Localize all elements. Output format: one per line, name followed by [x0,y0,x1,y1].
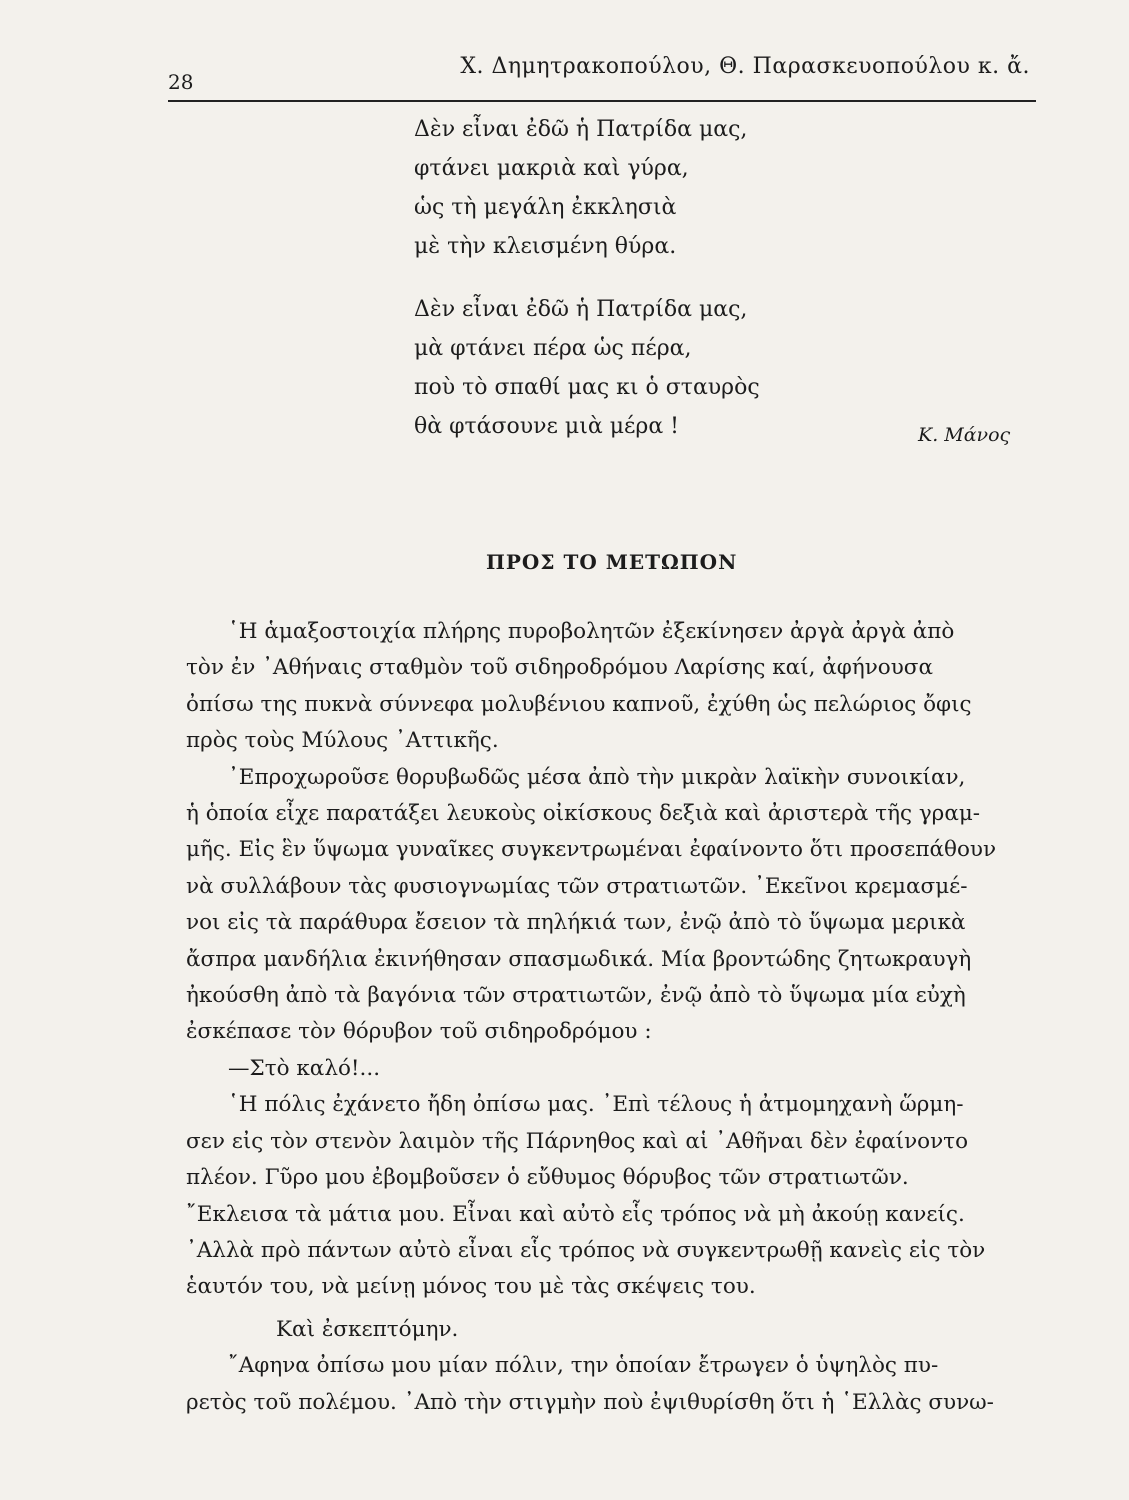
prose-line: ῾Η πόλις ἐχάνετο ἤδη ὀπίσω μας. ᾿Επὶ τέλους ἡ ἀτμομηχανὴ ὥρμη- [228,1092,964,1118]
prose-line: νὰ συλλάβουν τὰς φυσιογνωμίας τῶν στρατιωτῶν. ᾿Εκεῖνοι κρεμασμέ- [186,873,968,899]
poem-author: Κ. Μάνος [918,424,1011,446]
prose-line: Καὶ ἐσκεπτόμην. [276,1316,459,1342]
prose-line: ἐσκέπασε τὸν θόρυβον τοῦ σιδηροδρόμου : [186,1019,652,1045]
poem-line: Δὲν εἶναι ἐδῶ ἡ Πατρίδα μας, [414,117,748,142]
prose-line: πρὸς τοὺς Μύλους ᾿Αττικῆς. [186,728,499,754]
prose-line: τὸν ἐν ᾿Αθήναις σταθμὸν τοῦ σιδηροδρόμου Λαρίσης καί, ἀφήνουσα [186,655,933,681]
poem-stanza-2 [414,290,760,446]
prose-line: ῎Αφηνα ὀπίσω μου μίαν πόλιν, την ὁποίαν ἔτρωγεν ὁ ὑψηλὸς πυ- [228,1353,939,1379]
prose-line: ᾿Αλλὰ πρὸ πάντων αὐτὸ εἶναι εἷς τρόπος νὰ συγκεντρωθῇ κανεὶς εἰς τὸν [186,1237,986,1263]
page-number: 28 [168,70,194,94]
page-header [168,48,1036,102]
prose-line: μῆς. Εἰς ἓν ὕψωμα γυναῖκες συγκεντρωμέναι ἐφαίνοντο ὅτι προσεπάθουν [186,837,997,863]
prose-body [186,614,1070,1421]
running-head: Χ. Δημητρακοπούλου, Θ. Παρασκευοπούλου κ. ἄ. [460,54,1030,79]
poem-line: ποὺ τὸ σπαθί μας κι ὁ σταυρὸς [414,375,760,400]
prose-line: ῾Η ἁμαξοστοιχία πλήρης πυροβολητῶν ἐξεκίνησεν ἀργὰ ἀργὰ ἀπὸ [228,619,955,644]
poem-line: θὰ φτάσουνε μιὰ μέρα ! [414,414,680,439]
prose-line: ᾿Επροχωροῦσε θορυβωδῶς μέσα ἀπὸ τὴν μικρὰν λαϊκὴν συνοικίαν, [228,764,966,790]
section-title: ΠΡΟΣ ΤΟ ΜΕΤΩΠΟΝ [486,550,738,574]
prose-line: ὀπίσω της πυκνὰ σύννεφα μολυβένιου καπνοῦ, ἐχύθη ὡς πελώριος ὄφις [186,691,972,717]
prose-line: ἡ ὁποία εἶχε παρατάξει λευκοὺς οἰκίσκους δεξιὰ καὶ ἀριστερὰ τῆς γραμ- [186,801,981,827]
prose-line: —Στὸ καλό!... [228,1055,381,1081]
poem-line: ὡς τὴ μεγάλη ἐκκλησιὰ [414,195,677,220]
prose-line: νοι εἰς τὰ παράθυρα ἔσειον τὰ πηλήκιά των, ἐνῷ ἀπὸ τὸ ὕψωμα μερικὰ [186,910,966,936]
poem-line: μὲ τὴν κλεισμένη θύρα. [414,234,677,259]
prose-line: ῎Εκλεισα τὰ μάτια μου. Εἶναι καὶ αὐτὸ εἷς τρόπος νὰ μὴ ἀκούῃ κανείς. [186,1201,965,1227]
prose-line: πλέον. Γῦρο μου ἐβομβοῦσεν ὁ εὔθυμος θόρυβος τῶν στρατιωτῶν. [186,1165,909,1191]
prose-line: ἠκούσθη ἀπὸ τὰ βαγόνια τῶν στρατιωτῶν, ἐνῷ ἀπὸ τὸ ὕψωμα μία εὐχὴ [186,983,966,1009]
prose-line: ἑαυτόν του, νὰ μείνῃ μόνος του μὲ τὰς σκέψεις του. [186,1274,756,1300]
poem-stanza-1 [414,110,747,266]
poem-line: μὰ φτάνει πέρα ὡς πέρα, [414,336,692,361]
prose-line: ἄσπρα μανδήλια ἐκινήθησαν σπασμωδικά. Μία βροντώδης ζητωκραυγὴ [186,946,972,972]
prose-line: σεν εἰς τὸν στενὸν λαιμὸν τῆς Πάρνηθος καὶ αἱ ᾿Αθῆναι δὲν ἐφαίνοντο [186,1128,969,1154]
poem-line: φτάνει μακριὰ καὶ γύρα, [414,156,689,181]
poem-line: Δὲν εἶναι ἐδῶ ἡ Πατρίδα μας, [414,297,748,322]
prose-line: ρετὸς τοῦ πολέμου. ᾿Απὸ τὴν στιγμὴν ποὺ ἐψιθυρίσθη ὅτι ἡ ῾Ελλὰς συνω- [186,1389,994,1415]
